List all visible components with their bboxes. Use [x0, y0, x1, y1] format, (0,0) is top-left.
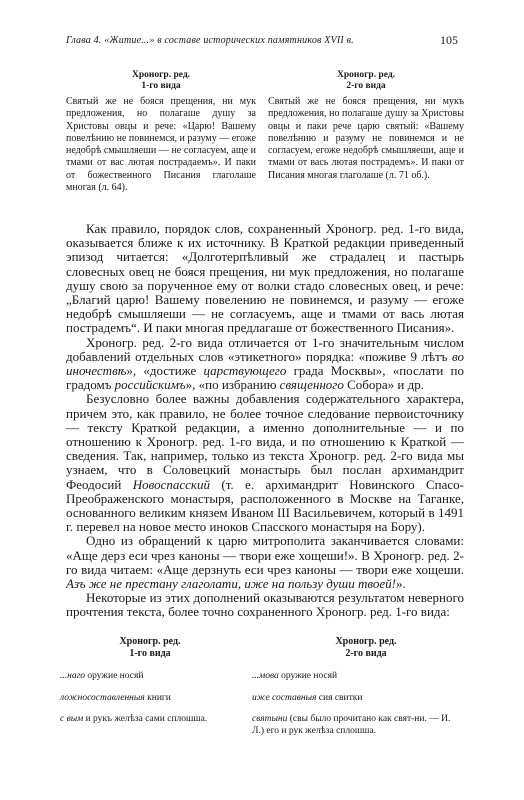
- right-column-heading-line1: Хроногр. ред.: [336, 70, 396, 80]
- bottom-row-3-right-text: (свы было прочитано как свят-ни. — И. Л.) его и рук желѣза сплошша.: [252, 714, 451, 736]
- bottom-right-heading-line2: 2-го вида: [345, 648, 387, 659]
- bottom-row-3-left-text: и рукъ желѣза сами сплошша.: [83, 714, 208, 724]
- bottom-right-heading: [296, 636, 436, 660]
- bottom-row-2-right-italic: иже составныя: [252, 693, 317, 703]
- paragraph-2-text-e: Собора» и др.: [343, 377, 424, 393]
- bottom-right-heading-line1: Хроногр. ред.: [335, 636, 397, 647]
- bottom-left-heading: [80, 636, 220, 660]
- paragraph-2-text-b: », «достиже: [126, 363, 204, 379]
- right-column-heading-line2: 2-го вида: [346, 81, 386, 91]
- bottom-row-1-left-text: оружие носяй: [85, 671, 144, 681]
- paragraph-2-italic-b: царствующего: [203, 363, 287, 379]
- bottom-row-1-right-text: оружие носяй: [278, 671, 338, 681]
- left-column-heading-line1: Хроногр. ред.: [131, 70, 191, 80]
- bottom-row-1-right: [252, 670, 464, 682]
- bottom-row-3-left: [60, 713, 250, 725]
- bottom-left-heading-line1: Хроногр. ред.: [119, 636, 181, 647]
- left-column-text: Святый же не бояся прещения, ни мук предложения, но полагаше душу за Христовы овцы и рече: «Царю! Вашему повелѣнию не повинемся, и разуму — егоже недобрѣ смышляеши — не согласуем, аще и тмами от вас лютая пострадаемъ». И паки от божественного Писания глаголаше многая (л. 64).: [66, 96, 256, 194]
- right-column-heading: [268, 70, 464, 92]
- paragraph-2-text-c: града Москвы», «послати по градомъ: [66, 363, 464, 393]
- paragraph-2-text-a: Хроногр. ред. 2-го вида отличается от 1-го значительным числом добавлений отдельных слов «этикетного» порядка: «поживе 9 лѣтъ: [66, 334, 464, 364]
- bottom-row-2-right-text: сия свитки: [316, 693, 363, 703]
- paragraph-3-text-b: (т. е. архимандрит Новинского Спасо-Преображенского монастыря, расположенного в Москве на Таганке, основанного великим князем Иваном III Васильевичем, который в 1491 г. перевел на новое место иноков Спасского монастыря на Бору).: [66, 476, 464, 535]
- page-number: 105: [440, 33, 458, 47]
- bottom-row-1-right-italic: ...мова: [252, 671, 279, 681]
- left-column-heading-line2: 1-го вида: [141, 81, 181, 91]
- bottom-row-3-left-italic: с вым: [60, 714, 84, 724]
- paragraph-3-text-a: Безусловно более важны добавления содержательного характера, причем это, как правило, не более точное следование первоисточнику — тексту Краткой редакции, а именно дополнительные — и по отношению к Хроногр. ред. 1-го вида, и по отношению к Краткой — сведения. Так, например, только из текста Хроногр. ред. 2-го вида мы узнаем, что в Соловецкий монастырь был послан архимандрит Феодосий: [66, 391, 464, 492]
- bottom-row-2-left-italic: ложносоставленныя: [60, 693, 145, 703]
- paragraph-4-text-b: ».: [395, 576, 406, 592]
- paragraph-4-text-a: Одно из обращений к царю митрополита заканчивается словами: «Аще дерз еси чрез каноны — твори еже хощеши!». В Хроногр. ред. 2-го вида читаем: «Аще дерзнуть еси чрез каноны — твори еже хощеши.: [66, 533, 464, 577]
- bottom-row-2-left: [60, 692, 260, 704]
- paragraph-4-italic-a: Азъ же не престану глаголати, иже на пользу души твоей!: [66, 576, 396, 592]
- paragraph-2-italic-c: российскимъ: [114, 377, 186, 393]
- paragraph-3-italic-a: Новоспасский: [132, 476, 210, 492]
- paragraph-5: Некоторые из этих дополнений оказываются результатом неверного прочтения текста, более точно сохраненного Хроногр. ред. 1-го вида:: [66, 590, 464, 620]
- running-head: Глава 4. «Житие...» в составе исторических памятников XVII в.: [66, 35, 354, 46]
- paragraph-3: [66, 392, 464, 534]
- bottom-left-heading-line2: 1-го вида: [129, 648, 171, 659]
- paragraph-2-text-d: », «по избранию: [185, 377, 280, 393]
- bottom-row-1-left: [60, 670, 260, 682]
- paragraph-2-italic-d: священного: [279, 377, 344, 393]
- bottom-row-3-right-italic: святыни: [252, 714, 288, 724]
- right-column-text: Святый же не бояся прещения, ни мукъ предложения, но полагаше душу за Христовы овцы и паки рече царю святый: «Вашему повелѣнию и разуму не повинемся и не согласуем, егоже недобрѣ смышляеши, аще и тмами от вась лютая пострадемъ». И паки от Писания многая глаголаше (л. 71 об.).: [268, 96, 464, 181]
- paragraph-2: [66, 336, 464, 393]
- paragraph-2-italic-a: во иночествѣ: [66, 348, 464, 379]
- paragraph-4: [66, 534, 464, 591]
- bottom-row-3-right: [252, 713, 464, 737]
- bottom-row-2-right: [252, 692, 464, 704]
- bottom-row-1-left-italic: ...наго: [60, 671, 86, 681]
- paragraph-1: Как правило, порядок слов, сохраненный Хроногр. ред. 1-го вида, оказывается ближе к их источнику. В Краткой редакции приведенный эпизод читается: «Долготерпѣливый же страдалец и пастырь словесных овец не бояся прещения, ни мук предложения, но полагаше душу свою за порученное ему от волки стадо словесных овец, и рече: „Благий царю! Вашему повелению не повинемся, и разуму — егоже недобрѣ смышляеши — не согласуемъ, аще и тмами от вась лютая пострадемъ“. И паки многая предлагаше от божественного Писания».: [66, 221, 464, 336]
- main-text: [66, 222, 464, 620]
- left-column-heading: [66, 70, 256, 92]
- bottom-row-2-left-text: книги: [144, 693, 171, 703]
